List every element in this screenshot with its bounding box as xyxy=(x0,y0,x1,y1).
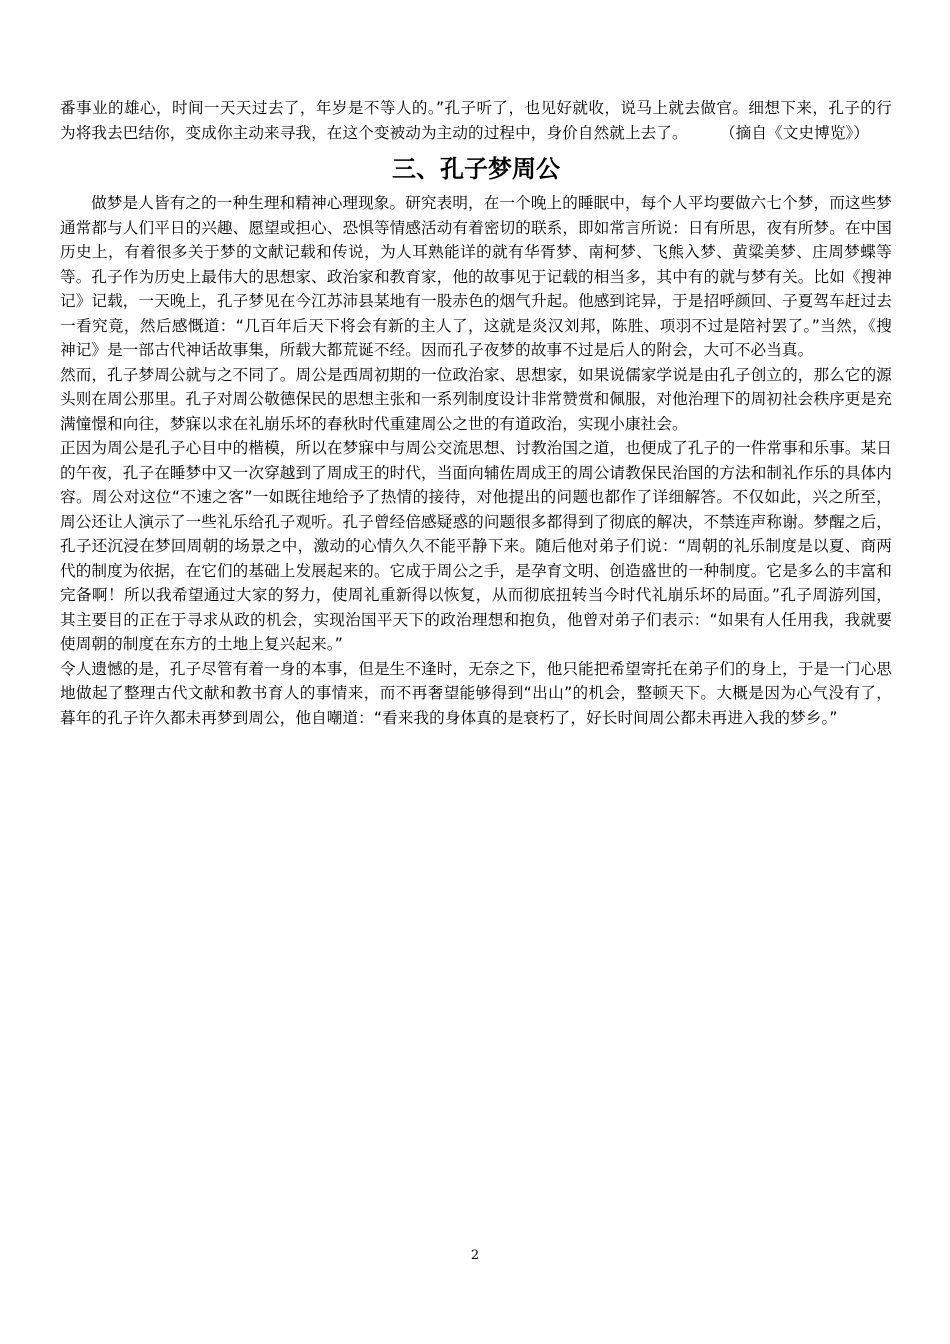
paragraph-2: 然而，孔子梦周公就与之不同了。周公是西周初期的一位政治家、思想家，如果说儒家学说是由孔子创立的，那么它的源头则在周公那里。孔子对周公敬德保民的思想主张和一系列制度设计非常赞赏和佩服，对他治理下的周初社会秩序更是充满憧憬和向往，梦寐以求在礼崩乐坏的春秋时代重建周公之世的有道政治，实现小康社会。 xyxy=(60,365,892,433)
paragraph-1: 做梦是人皆有之的一种生理和精神心理现象。研究表明，在一个晚上的睡眠中，每个人平均要做六七个梦，而这些梦通常都与人们平日的兴趣、愿望或担心、恐惧等情感活动有着密切的联系，即如常言所说：日有所思，夜有所梦。在中国历史上，有着很多关于梦的文献记载和传说，为人耳熟能详的就有华胥梦、南柯梦、飞熊入梦、黄粱美梦、庄周梦蝶等等。孔子作为历史上最伟大的思想家、政治家和教育家，他的故事见于记载的相当多，其中有的就与梦有关。比如《搜神记》记载，一天晚上，孔子梦见在今江苏沛县某地有一股赤色的烟气升起。他感到诧异，于是招呼颜回、子夏驾车赶过去一看究竟，然后感慨道：“几百年后天下将会有新的主人了，这就是炎汉刘邦，陈胜、项羽不过是陪衬罢了。”当然，《搜神记》是一部古代神话故事集，所载大都荒诞不经。因而孔子夜梦的故事不过是后人的附会，大可不必当真。 xyxy=(60,194,892,359)
section-title: 三、孔子梦周公 xyxy=(392,155,560,183)
page-number: 2 xyxy=(470,1248,480,1263)
paragraph-3: 正因为周公是孔子心目中的楷模，所以在梦寐中与周公交流思想、讨教治国之道，也便成了孔子的一件常事和乐事。某日的午夜，孔子在睡梦中又一次穿越到了周成王的时代，当面向辅佐周成王的周公请教保民治国的方法和制礼作乐的具体内容。周公对这位“不速之客”一如既往地给予了热情的接待，对他提出的问题也都作了详细解答。不仅如此，兴之所至，周公还让人演示了一些礼乐给孔子观听。孔子曾经倍感疑惑的问题很多都得到了彻底的解决，不禁连声称谢。梦醒之后，孔子还沉浸在梦回周朝的场景之中，激动的心情久久不能平静下来。随后他对弟子们说：“周朝的礼乐制度是以夏、商两代的制度为依据，在它们的基础上发展起来的。它成于周公之手，是孕育文明、创造盛世的一种制度。它是多么的丰富和完备啊！所以我希望通过大家的努力，使周礼重新得以恢复，从而彻底扭转当今时代礼崩乐坏的局面。”孔子周游列国，其主要目的正在于寻求从政的机会，实现治国平天下的政治理想和抱负，他曾对弟子们表示：“如果有人任用我，我就要使周朝的制度在东方的土地上复兴起来。” xyxy=(60,439,892,653)
source-citation: （摘自《文史博览》） xyxy=(727,123,870,142)
continuation-text: 番事业的雄心，时间一天天过去了，年岁是不等人的。”孔子听了，也见好就收，说马上就去做官。细想下来，孔子的行为将我去巴结你，变成你主动来寻我，在这个变被动为主动的过程中，身价自然就上去了。 xyxy=(60,99,892,142)
paragraph-4: 令人遗憾的是，孔子尽管有着一身的本事，但是生不逢时，无奈之下，他只能把希望寄托在弟子们的身上，于是一门心思地做起了整理古代文献和教书育人的事情来，而不再奢望能够得到“出山”的机会，整顿天下。大概是因为心气没有了，暮年的孔子许久都未再梦到周公，他自嘲道：“看来我的身体真的是衰朽了，好长时间周公都未再进入我的梦乡。” xyxy=(60,659,892,727)
document-body xyxy=(60,96,892,730)
continuation-paragraph xyxy=(60,96,892,145)
